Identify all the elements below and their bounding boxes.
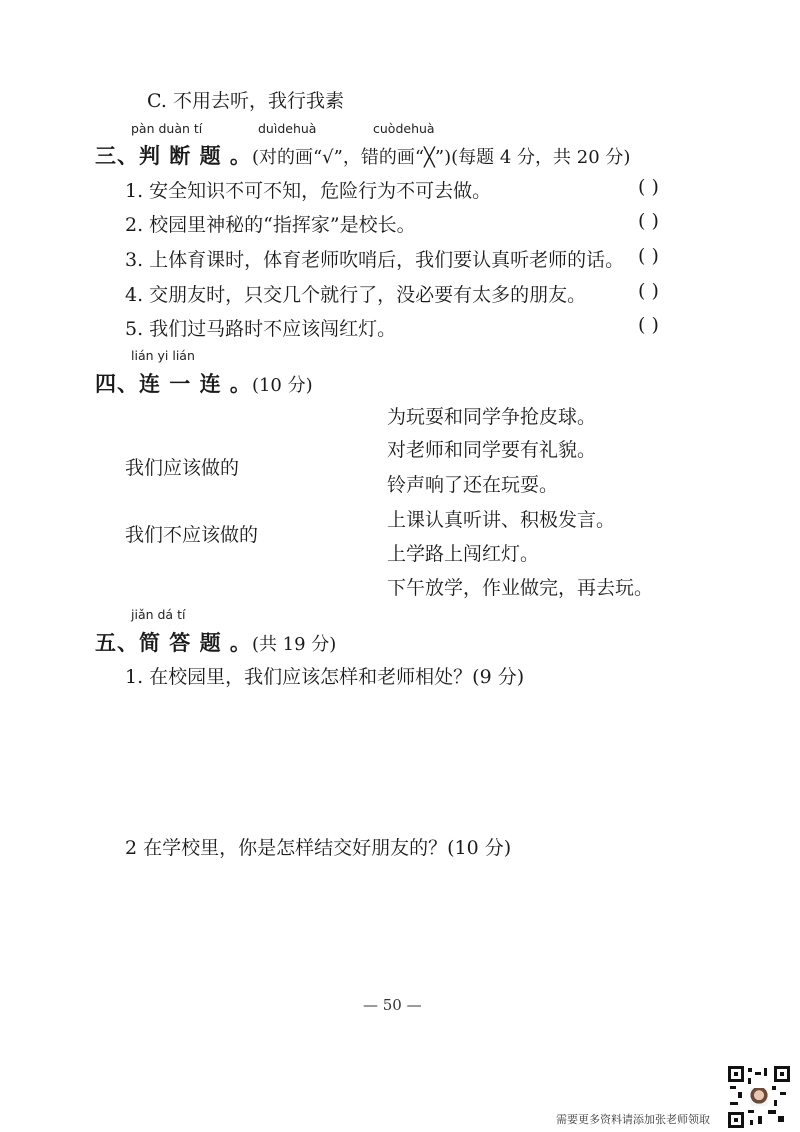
judge-item-2: 2. 校园里神秘的“指挥家”是校长。 <box>125 214 416 236</box>
section4-heading <box>95 368 313 398</box>
match-right-1[interactable]: 为玩耍和同学争抢皮球。 <box>387 406 597 428</box>
section3-pinyin-title: pàn duàn tí <box>131 121 203 136</box>
section4-pinyin: lián yi lián <box>131 348 195 363</box>
judge-answer-2[interactable]: ( ) <box>638 210 659 232</box>
footer-note: 需要更多资料请添加张老师领取 <box>556 1113 710 1126</box>
section5-heading <box>95 627 336 657</box>
section4-title: 四、连 一 连 。 <box>95 371 252 396</box>
section3-pinyin-correct: duìdehuà <box>258 121 317 136</box>
option-c: C. 不用去听，我行我素 <box>147 90 344 112</box>
short-answer-q2: 2 在学校里，你是怎样结交好朋友的？(10 分) <box>125 837 512 859</box>
judge-answer-3[interactable]: ( ) <box>638 245 659 267</box>
section3-title: 三、判 断 题 。 <box>95 143 252 168</box>
section3-note: (对的画“√”，错的画“╳”)(每题 4 分，共 20 分) <box>251 147 631 168</box>
answer-area-q1[interactable] <box>125 695 695 815</box>
match-right-3[interactable]: 铃声响了还在玩耍。 <box>387 474 559 496</box>
section3-pinyin-wrong: cuòdehuà <box>373 121 435 136</box>
judge-item-4: 4. 交朋友时，只交几个就行了，没必要有太多的朋友。 <box>125 284 587 306</box>
section3-heading <box>95 140 630 170</box>
judge-item-5: 5. 我们过马路时不应该闯红灯。 <box>125 318 397 340</box>
judge-answer-1[interactable]: ( ) <box>638 176 659 198</box>
match-right-4[interactable]: 上课认真听讲、积极发言。 <box>387 509 616 531</box>
judge-answer-4[interactable]: ( ) <box>638 280 659 302</box>
qr-code-icon <box>728 1066 790 1128</box>
match-left-1[interactable]: 我们应该做的 <box>125 457 240 479</box>
section5-note: (共 19 分) <box>251 634 337 655</box>
short-answer-q1: 1. 在校园里，我们应该怎样和老师相处？(9 分) <box>125 666 525 688</box>
match-right-6[interactable]: 下午放学，作业做完，再去玩。 <box>387 577 654 599</box>
page-number: — 50 — <box>363 996 422 1014</box>
section5-title: 五、简 答 题 。 <box>95 630 252 655</box>
section4-note: (10 分) <box>251 375 313 396</box>
match-left-2[interactable]: 我们不应该做的 <box>125 524 259 546</box>
judge-answer-5[interactable]: ( ) <box>638 314 659 336</box>
judge-item-3: 3. 上体育课时，体育老师吹哨后，我们要认真听老师的话。 <box>125 249 625 271</box>
answer-area-q2[interactable] <box>125 866 695 986</box>
match-right-2[interactable]: 对老师和同学要有礼貌。 <box>387 439 597 461</box>
section5-pinyin: jiǎn dá tí <box>131 607 186 622</box>
judge-item-1: 1. 安全知识不可不知，危险行为不可去做。 <box>125 180 492 202</box>
match-right-5[interactable]: 上学路上闯红灯。 <box>387 543 540 565</box>
